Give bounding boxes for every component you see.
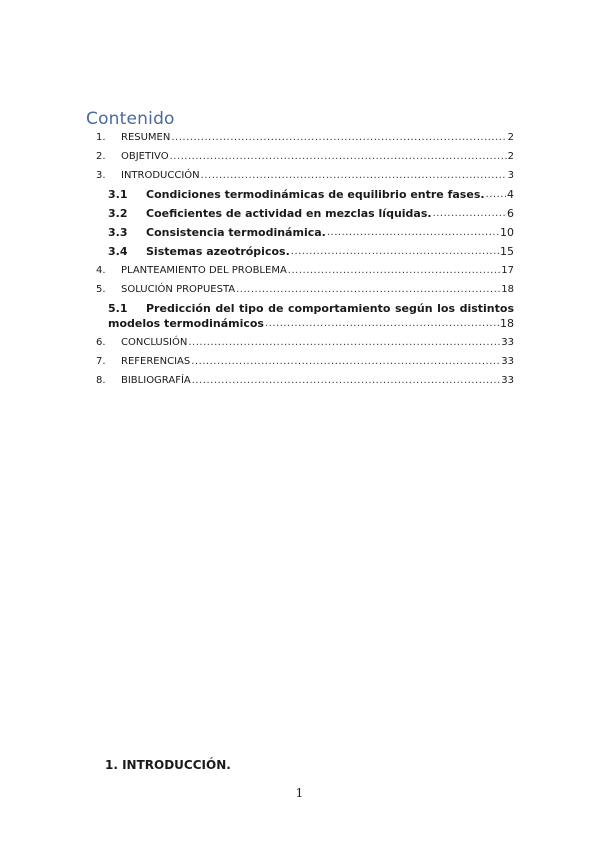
toc-leader-dots xyxy=(192,374,501,388)
toc-entry-text: RESUMEN xyxy=(121,132,171,143)
toc-entry-conclusion[interactable] xyxy=(96,336,514,350)
toc-entry-page: 2 xyxy=(507,151,514,162)
toc-leader-dots xyxy=(433,207,506,221)
toc-leader-dots xyxy=(288,264,500,278)
toc-entry-planteamiento[interactable] xyxy=(96,264,514,278)
toc-title: Contenido xyxy=(86,109,175,129)
toc-entry-number: 1. xyxy=(96,132,106,143)
toc-leader-dots xyxy=(170,150,507,164)
toc-entry-number: 5. xyxy=(96,284,106,295)
toc-entry-text: Condiciones termodinámicas de equilibrio entre fases. xyxy=(146,188,485,201)
toc-entry-objetivo[interactable] xyxy=(96,150,514,164)
toc-leader-dots xyxy=(486,188,506,202)
toc-entry-number: 8. xyxy=(96,375,106,386)
toc-entry-3-2[interactable] xyxy=(108,207,514,221)
toc-entry-text: SOLUCIÓN PROPUESTA xyxy=(121,284,236,295)
toc-entry-3-1[interactable] xyxy=(108,188,514,202)
toc-entry-page: 18 xyxy=(501,284,514,295)
toc-entry-number: 6. xyxy=(96,337,106,348)
toc-entry-number: 3.2 xyxy=(108,207,128,220)
toc-entry-number: 3. xyxy=(96,170,106,181)
toc-entry-page: 18 xyxy=(500,317,514,330)
toc-leader-dots xyxy=(291,245,499,259)
toc-entry-text-continued: modelos termodinámicos xyxy=(108,317,264,330)
toc-entry-introduccion[interactable] xyxy=(96,169,514,183)
toc-entry-number: 3.3 xyxy=(108,226,128,239)
toc-entry-text: OBJETIVO xyxy=(121,151,169,162)
toc-entry-number: 4. xyxy=(96,265,106,276)
toc-entry-number: 7. xyxy=(96,356,106,367)
toc-entry-page: 10 xyxy=(500,226,514,239)
toc-entry-number: 2. xyxy=(96,151,106,162)
toc-entry-text: INTRODUCCIÓN xyxy=(121,170,200,181)
toc-entry-referencias[interactable] xyxy=(96,355,514,369)
toc-entry-3-4[interactable] xyxy=(108,245,514,259)
toc-entry-page: 17 xyxy=(501,265,514,276)
toc-entry-page: 2 xyxy=(507,132,514,143)
toc-entry-number: 5.1 xyxy=(108,302,128,315)
toc-entry-page: 4 xyxy=(507,188,514,201)
toc-entry-solucion[interactable] xyxy=(96,283,514,297)
toc-leader-dots xyxy=(265,317,499,331)
toc-entry-resumen[interactable] xyxy=(96,131,514,145)
toc-leader-dots xyxy=(201,169,507,183)
toc-entry-page: 3 xyxy=(507,170,514,181)
toc-leader-dots xyxy=(171,131,506,145)
toc-entry-text: REFERENCIAS xyxy=(121,356,191,367)
toc-entry-number: 3.4 xyxy=(108,245,128,258)
toc-entry-text: Predicción del tipo de comportamiento según los distintos xyxy=(146,302,514,315)
page-number: 1 xyxy=(295,786,304,800)
toc-entry-5-1[interactable] xyxy=(108,302,514,316)
toc-entry-text: PLANTEAMIENTO DEL PROBLEMA xyxy=(121,265,287,276)
toc-leader-dots xyxy=(188,336,500,350)
toc-entry-5-1-continued[interactable] xyxy=(108,317,514,331)
toc-leader-dots xyxy=(327,226,499,240)
toc-entry-text: Sistemas azeotrópicos. xyxy=(146,245,290,258)
toc-entry-text: Consistencia termodinámica. xyxy=(146,226,326,239)
toc-entry-page: 33 xyxy=(501,356,514,367)
toc-entry-page: 15 xyxy=(500,245,514,258)
toc-entry-bibliografia[interactable] xyxy=(96,374,514,388)
toc-entry-number: 3.1 xyxy=(108,188,128,201)
toc-leader-dots xyxy=(191,355,500,369)
toc-entry-text: CONCLUSIÓN xyxy=(121,337,188,348)
toc-entry-page: 6 xyxy=(507,207,514,220)
section-heading: 1. INTRODUCCIÓN. xyxy=(105,758,231,772)
toc-entry-3-3[interactable] xyxy=(108,226,514,240)
toc-entry-text: Coeficientes de actividad en mezclas líquidas. xyxy=(146,207,432,220)
toc-entry-text: BIBLIOGRAFÍA xyxy=(121,375,191,386)
toc-entry-page: 33 xyxy=(501,337,514,348)
toc-leader-dots xyxy=(236,283,500,297)
toc-entry-page: 33 xyxy=(501,375,514,386)
